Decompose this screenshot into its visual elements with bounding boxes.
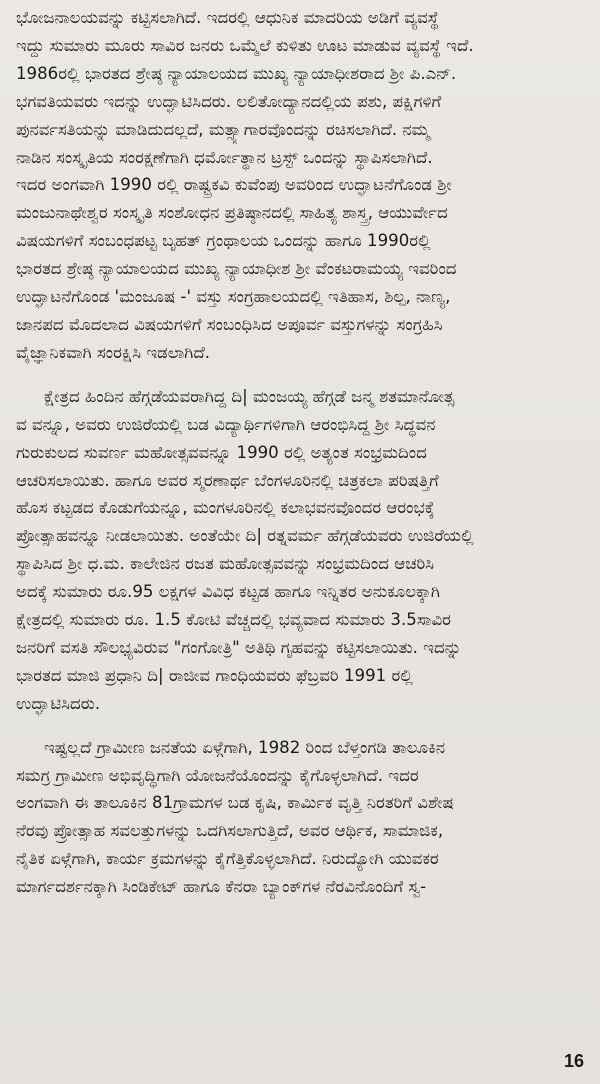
text-line: ಮಾರ್ಗದರ್ಶನಕ್ಕಾಗಿ ಸಿಂಡಿಕೇಟ್ ಹಾಗೂ ಕೆನರಾ ಬ್ಯಾಂಕ್‌ಗಳ ನೆರವಿನೊಂದಿಗೆ ಸ್ವ- [16,877,427,897]
paragraph-1 [16,4,586,367]
text-line: ನೆರವು ಪ್ರೋತ್ಸಾಹ ಸವಲತ್ತುಗಳನ್ನು ಒದಗಿಸಲಾಗುತ್ತಿದೆ, ಅವರ ಆರ್ಥಿಕ, ಸಾಮಾಜಿಕ, [16,821,444,841]
text-line: ಅಂಗವಾಗಿ ಈ ತಾಲೂಕಿನ 81ಗ್ರಾಮಗಳ ಬಡ ಕೃಷಿ, ಕಾರ್ಮಿಕ ವೃತ್ತಿ ನಿರತರಿಗೆ ವಿಶೇಷ [16,793,454,813]
text-line: ಉದ್ಘಾಟನೆಗೊಂಡ 'ಮಂಜೂಷ -' ವಸ್ತು ಸಂಗ್ರಹಾಲಯದಲ್ಲಿ ಇತಿಹಾಸ, ಶಿಲ್ಪ, ನಾಣ್ಯ, [16,287,451,307]
text-line: ನಾಡಿನ ಸಂಸ್ಕೃತಿಯ ಸಂರಕ್ಷಣೆಗಾಗಿ ಧರ್ಮೋತ್ಥಾನ ಟ್ರಸ್ಟ್ ಒಂದನ್ನು ಸ್ಥಾಪಿಸಲಾಗಿದೆ. [16,147,433,167]
text-line: ಆಚರಿಸಲಾಯಿತು. ಹಾಗೂ ಅವರ ಸ್ಮರಣಾರ್ಥ ಬೆಂಗಳೂರಿನಲ್ಲಿ ಚಿತ್ರಕಲಾ ಪರಿಷತ್ತಿಗೆ [16,470,439,490]
text-line: ಉದ್ಘಾಟಿಸಿದರು. [16,693,101,713]
paragraph-2 [16,383,586,718]
page-number: 16 [563,1051,584,1071]
text-line: ಕ್ಷೇತ್ರದಲ್ಲಿ ಸುಮಾರು ರೂ. 1.5 ಕೋಟಿ ವೆಚ್ಚದಲ್ಲಿ ಭವ್ಯವಾದ ಸುಮಾರು 3.5ಸಾವಿರ [16,610,451,630]
paragraph-3 [16,734,586,901]
text-line: ಜನರಿಗೆ ವಸತಿ ಸೌಲಭ್ಯವಿರುವ "ಗಂಗೋತ್ರಿ" ಅತಿಥಿ ಗೃಹವನ್ನು ಕಟ್ಟಿಸಲಾಯಿತು. ಇದನ್ನು [16,637,462,657]
text-line: ಸಮಗ್ರ ಗ್ರಾಮೀಣ ಅಭಿವೃದ್ಧಿಗಾಗಿ ಯೋಜನೆಯೊಂದನ್ನು ಕೈಗೊಳ್ಳಲಾಗಿದೆ. ಇದರ [16,765,419,785]
text-line: ಇಷ್ಟಲ್ಲದೆ ಗ್ರಾಮೀಣ ಜನತೆಯ ಏಳ್ಗೆಗಾಗಿ, 1982 ರಿಂದ ಬೆಳ್ತಂಗಡಿ ತಾಲೂಕಿನ [44,737,446,757]
text-line: ವೈಜ್ಞಾನಿಕವಾಗಿ ಸಂರಕ್ಷಿಸಿ ಇಡಲಾಗಿದೆ. [16,342,211,362]
text-line: ಇದರ ಅಂಗವಾಗಿ 1990 ರಲ್ಲಿ ರಾಷ್ಟ್ರಕವಿ ಕುವೆಂಪು ಅವರಿಂದ ಉದ್ಘಾಟನೆಗೊಂಡ ಶ್ರೀ [16,175,452,195]
text-line: ಪ್ರೋತ್ಸಾಹವನ್ನೂ ನೀಡಲಾಯಿತು. ಅಂತೆಯೇ ದಿ| ರತ್ನವರ್ಮ ಹೆಗ್ಗಡೆಯವರು ಉಜಿರೆಯಲ್ಲಿ [16,526,474,546]
text-line: ಹೊಸ ಕಟ್ಟಡದ ಕೊಡುಗೆಯನ್ನೂ, ಮಂಗಳೂರಿನಲ್ಲಿ ಕಲಾಭವನವೊಂದರ ಆರಂಭಕ್ಕೆ [16,498,435,518]
text-line: ಸ್ಥಾಪಿಸಿದ ಶ್ರೀ ಧ.ಮ. ಕಾಲೇಜಿನ ರಜತ ಮಹೋತ್ಸವವನ್ನು ಸಂಭ್ರಮದಿಂದ ಆಚರಿಸಿ [16,554,435,574]
text-line: ಭೋಜನಾಲಯವನ್ನು ಕಟ್ಟಿಸಲಾಗಿದೆ. ಇದರಲ್ಲಿ ಆಧುನಿಕ ಮಾದರಿಯ ಅಡಿಗೆ ವ್ಯವಸ್ಥೆ [16,8,439,27]
text-line: ಭಾರತದ ಮಾಜಿ ಪ್ರಧಾನಿ ದಿ| ರಾಜೀವ ಗಾಂಧಿಯವರು ಫೆಬ್ರವರಿ 1991 ರಲ್ಲಿ [16,665,413,685]
text-line: ವಿಷಯಗಳಿಗೆ ಸಂಬಂಧಪಟ್ಟ ಬೃಹತ್ ಗ್ರಂಥಾಲಯ ಒಂದನ್ನು ಹಾಗೂ 1990ರಲ್ಲಿ [16,231,431,251]
text-line: ಕ್ಷೇತ್ರದ ಹಿಂದಿನ ಹೆಗ್ಗಡೆಯವರಾಗಿದ್ದ ದಿ| ಮಂಜಯ್ಯ ಹೆಗ್ಗಡೆ ಜನ್ಮ ಶತಮಾನೋತ್ಸ [44,386,455,406]
text-line: ಪುನರ್ವಸತಿಯನ್ನು ಮಾಡಿದುದಲ್ಲದೆ, ಮತ್ಸ್ಯಾಗಾರವೊಂದನ್ನು ರಚಿಸಲಾಗಿದೆ. ನಮ್ಮ [16,119,430,139]
text-line: ನೈತಿಕ ಏಳ್ಗೆಗಾಗಿ, ಕಾರ್ಯ ಕ್ರಮಗಳನ್ನು ಕೈಗೆತ್ತಿಕೊಳ್ಳಲಾಗಿದೆ. ನಿರುದ್ಯೋಗಿ ಯುವಕರ [16,849,439,869]
text-line: ಭಗವತಿಯವರು ಇದನ್ನು ಉದ್ಘಾಟಿಸಿದರು. ಲಲಿತೋದ್ಯಾನದಲ್ಲಿಯ ಪಶು, ಪಕ್ಷಿಗಳಿಗೆ [16,91,442,111]
text-line: ವ ವನ್ನೂ, ಅವರು ಉಜಿರೆಯಲ್ಲಿ ಬಡ ವಿದ್ಯಾರ್ಥಿಗಳಿಗಾಗಿ ಆರಂಭಿಸಿದ್ದ ಶ್ರೀ ಸಿದ್ಧವನ [16,414,436,434]
text-line: ಭಾರತದ ಶ್ರೇಷ್ಠ ನ್ಯಾಯಾಲಯದ ಮುಖ್ಯ ನ್ಯಾಯಾಧೀಶ ಶ್ರೀ ವೆಂಕಟರಾಮಯ್ಯ ಇವರಿಂದ [16,259,457,279]
text-line: ಜಾನಪದ ಮೊದಲಾದ ವಿಷಯಗಳಿಗೆ ಸಂಬಂಧಿಸಿದ ಅಪೂರ್ವ ವಸ್ತುಗಳನ್ನು ಸಂಗ್ರಹಿಸಿ [16,314,443,334]
text-line: ಅದಕ್ಕೆ ಸುಮಾರು ರೂ.95 ಲಕ್ಷಗಳ ವಿವಿಧ ಕಟ್ಟಡ ಹಾಗೂ ಇನ್ನಿತರ ಅನುಕೂಲಕ್ಕಾಗಿ [16,582,440,602]
text-line: ಮಂಜುನಾಥೇಶ್ವರ ಸಂಸ್ಕೃತಿ ಸಂಶೋಧನ ಪ್ರತಿಷ್ಠಾನದಲ್ಲಿ ಸಾಹಿತ್ಯ ಶಾಸ್ತ್ರ, ಆಯುರ್ವೇದ [16,203,448,223]
text-line: ಇದ್ದು ಸುಮಾರು ಮೂರು ಸಾವಿರ ಜನರು ಒಮ್ಮೆಲೆ ಕುಳಿತು ಊಟ ಮಾಡುವ ವ್ಯವಸ್ಥೆ ಇದೆ. [16,35,474,55]
text-line: 1986ರಲ್ಲಿ ಭಾರತದ ಶ್ರೇಷ್ಠ ನ್ಯಾಯಾಲಯದ ಮುಖ್ಯ ನ್ಯಾಯಾಧೀಶರಾದ ಶ್ರೀ ಪಿ.ಎನ್. [16,63,457,83]
text-line: ಗುರುಕುಲದ ಸುವರ್ಣ ಮಹೋತ್ಸವವನ್ನೂ 1990 ರಲ್ಲಿ ಅತ್ಯಂತ ಸಂಭ್ರಮದಿಂದ [16,442,427,462]
